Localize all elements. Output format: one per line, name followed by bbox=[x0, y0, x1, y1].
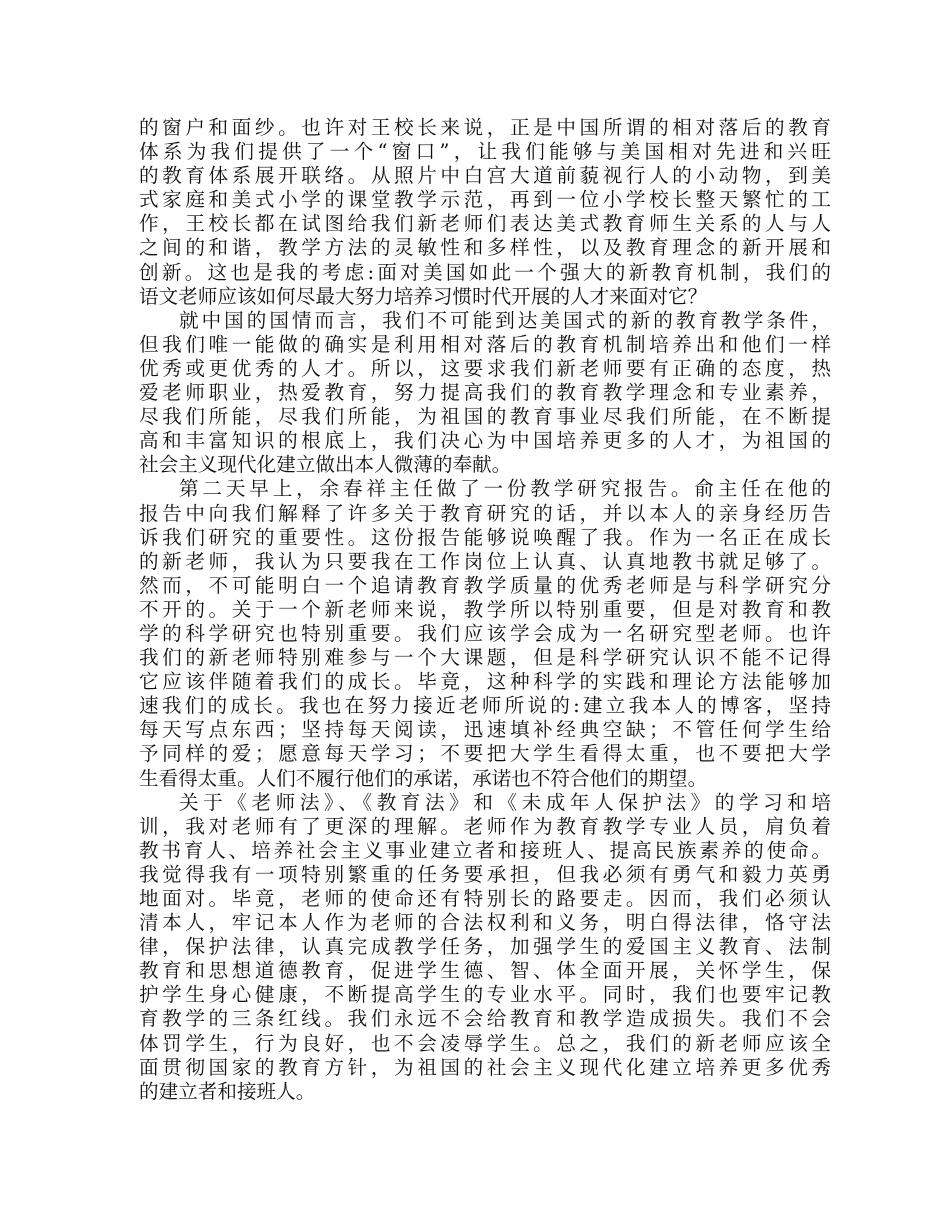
text-line: 教书育人、培养社会主义事业建立者和接班人、提高民族素养的使命。 bbox=[139, 838, 831, 862]
text-line: 面贯彻国家的教育方针，为祖国的社会主义现代化建立培养更多优秀 bbox=[139, 1055, 831, 1079]
paragraph-first-line: 就中国的国情而言，我们不可能到达美国式的新的教育教学条件， bbox=[179, 308, 831, 332]
text-line: 体系为我们提供了一个“窗口”，让我们能够与美国相对先进和兴旺 bbox=[139, 140, 831, 164]
text-line: 社会主义现代化建立做出本人微薄的奉献。 bbox=[139, 453, 512, 477]
text-line: 育教学的三条红线。我们永远不会给教育和教学造成损失。我们不会 bbox=[139, 1007, 831, 1031]
text-line: 的新老师，我认为只要我在工作岗位上认真、认真地教书就足够了。 bbox=[139, 549, 831, 573]
text-line: 速我们的成长。我也在努力接近老师所说的:建立我本人的博客，坚持 bbox=[139, 694, 831, 718]
text-line: 不开的。关于一个新老师来说，教学所以特别重要，但是对教育和教 bbox=[139, 597, 831, 621]
text-line: 的建立者和接班人。 bbox=[139, 1079, 316, 1103]
text-line: 的窗户和面纱。也许对王校长来说，正是中国所谓的相对落后的教育 bbox=[139, 116, 831, 139]
text-line: 予同样的爱；愿意每天学习；不要把大学生看得太重，也不要把大学 bbox=[139, 742, 831, 766]
text-line: 然而，不可能明白一个追请教育教学质量的优秀老师是与科学研究分 bbox=[139, 573, 831, 597]
text-line: 报告中向我们解释了许多关于教育研究的话，并以本人的亲身经历告 bbox=[139, 501, 831, 525]
text-line: 创新。这也是我的考虑:面对美国如此一个强大的新教育机制，我们的 bbox=[139, 260, 831, 284]
text-line: 语文老师应该如何尽最大努力培养习惯时代开展的人才来面对它？ bbox=[139, 284, 708, 308]
text-line: 优秀或更优秀的人才。所以，这要求我们新老师要有正确的态度，热 bbox=[139, 356, 831, 380]
text-line: 教育和思想道德教育，促进学生德、智、体全面开展，关怀学生，保 bbox=[139, 959, 831, 983]
text-line: 生看得太重。人们不履行他们的承诺，承诺也不符合他们的期望。 bbox=[139, 766, 708, 790]
text-line: 地面对。毕竟，老师的使命还有特别长的路要走。因而，我们必须认 bbox=[139, 887, 831, 910]
body-text bbox=[139, 116, 831, 1104]
text-line: 之间的和谐，教学方法的灵敏性和多样性，以及教育理念的新开展和 bbox=[139, 236, 831, 260]
text-line: 作，王校长都在试图给我们新老师们表达美式教育师生关系的人与人 bbox=[139, 212, 831, 236]
text-line: 我觉得我有一项特别繁重的任务要承担，但我必须有勇气和毅力英勇 bbox=[139, 862, 831, 886]
paragraph-first-line: 关于《老师法》、《教育法》和《未成年人保护法》的学习和培 bbox=[179, 790, 831, 814]
text-line: 式家庭和美式小学的课堂教学示范，再到一位小学校长整天繁忙的工 bbox=[139, 188, 831, 212]
text-line: 我们的新老师特别难参与一个大课题，但是科学研究认识不能不记得 bbox=[139, 646, 831, 670]
text-line: 的教育体系展开联络。从照片中白宫大道前藐视行人的小动物，到美 bbox=[139, 164, 831, 188]
text-line: 高和丰富知识的根底上，我们决心为中国培养更多的人才，为祖国的 bbox=[139, 429, 831, 453]
text-line: 体罚学生，行为良好，也不会凌辱学生。总之，我们的新老师应该全 bbox=[139, 1031, 831, 1055]
text-line: 诉我们研究的重要性。这份报告能够说唤醒了我。作为一名正在成长 bbox=[139, 525, 831, 549]
text-line: 训，我对老师有了更深的理解。老师作为教育教学专业人员，肩负着 bbox=[139, 814, 831, 838]
text-line: 清本人，牢记本人作为老师的合法权利和义务，明白得法律，恪守法 bbox=[139, 911, 831, 935]
text-line: 护学生身心健康，不断提高学生的专业水平。同时，我们也要牢记教 bbox=[139, 983, 831, 1007]
text-line: 爱老师职业，热爱教育，努力提高我们的教育教学理念和专业素养， bbox=[139, 381, 831, 405]
text-line: 每天写点东西；坚持每天阅读，迅速填补经典空缺；不管任何学生给 bbox=[139, 718, 831, 742]
text-line: 律，保护法律，认真完成教学任务，加强学生的爱国主义教育、法制 bbox=[139, 935, 831, 959]
text-line: 学的科学研究也特别重要。我们应该学会成为一名研究型老师。也许 bbox=[139, 621, 831, 645]
text-line: 但我们唯一能做的确实是利用相对落后的教育机制培养出和他们一样 bbox=[139, 332, 831, 356]
text-line: 尽我们所能，尽我们所能，为祖国的教育事业尽我们所能，在不断提 bbox=[139, 405, 831, 429]
paragraph-first-line: 第二天早上，余春祥主任做了一份教学研究报告。俞主任在他的 bbox=[179, 477, 831, 501]
text-line: 它应该伴随着我们的成长。毕竟，这种科学的实践和理论方法能够加 bbox=[139, 670, 831, 694]
